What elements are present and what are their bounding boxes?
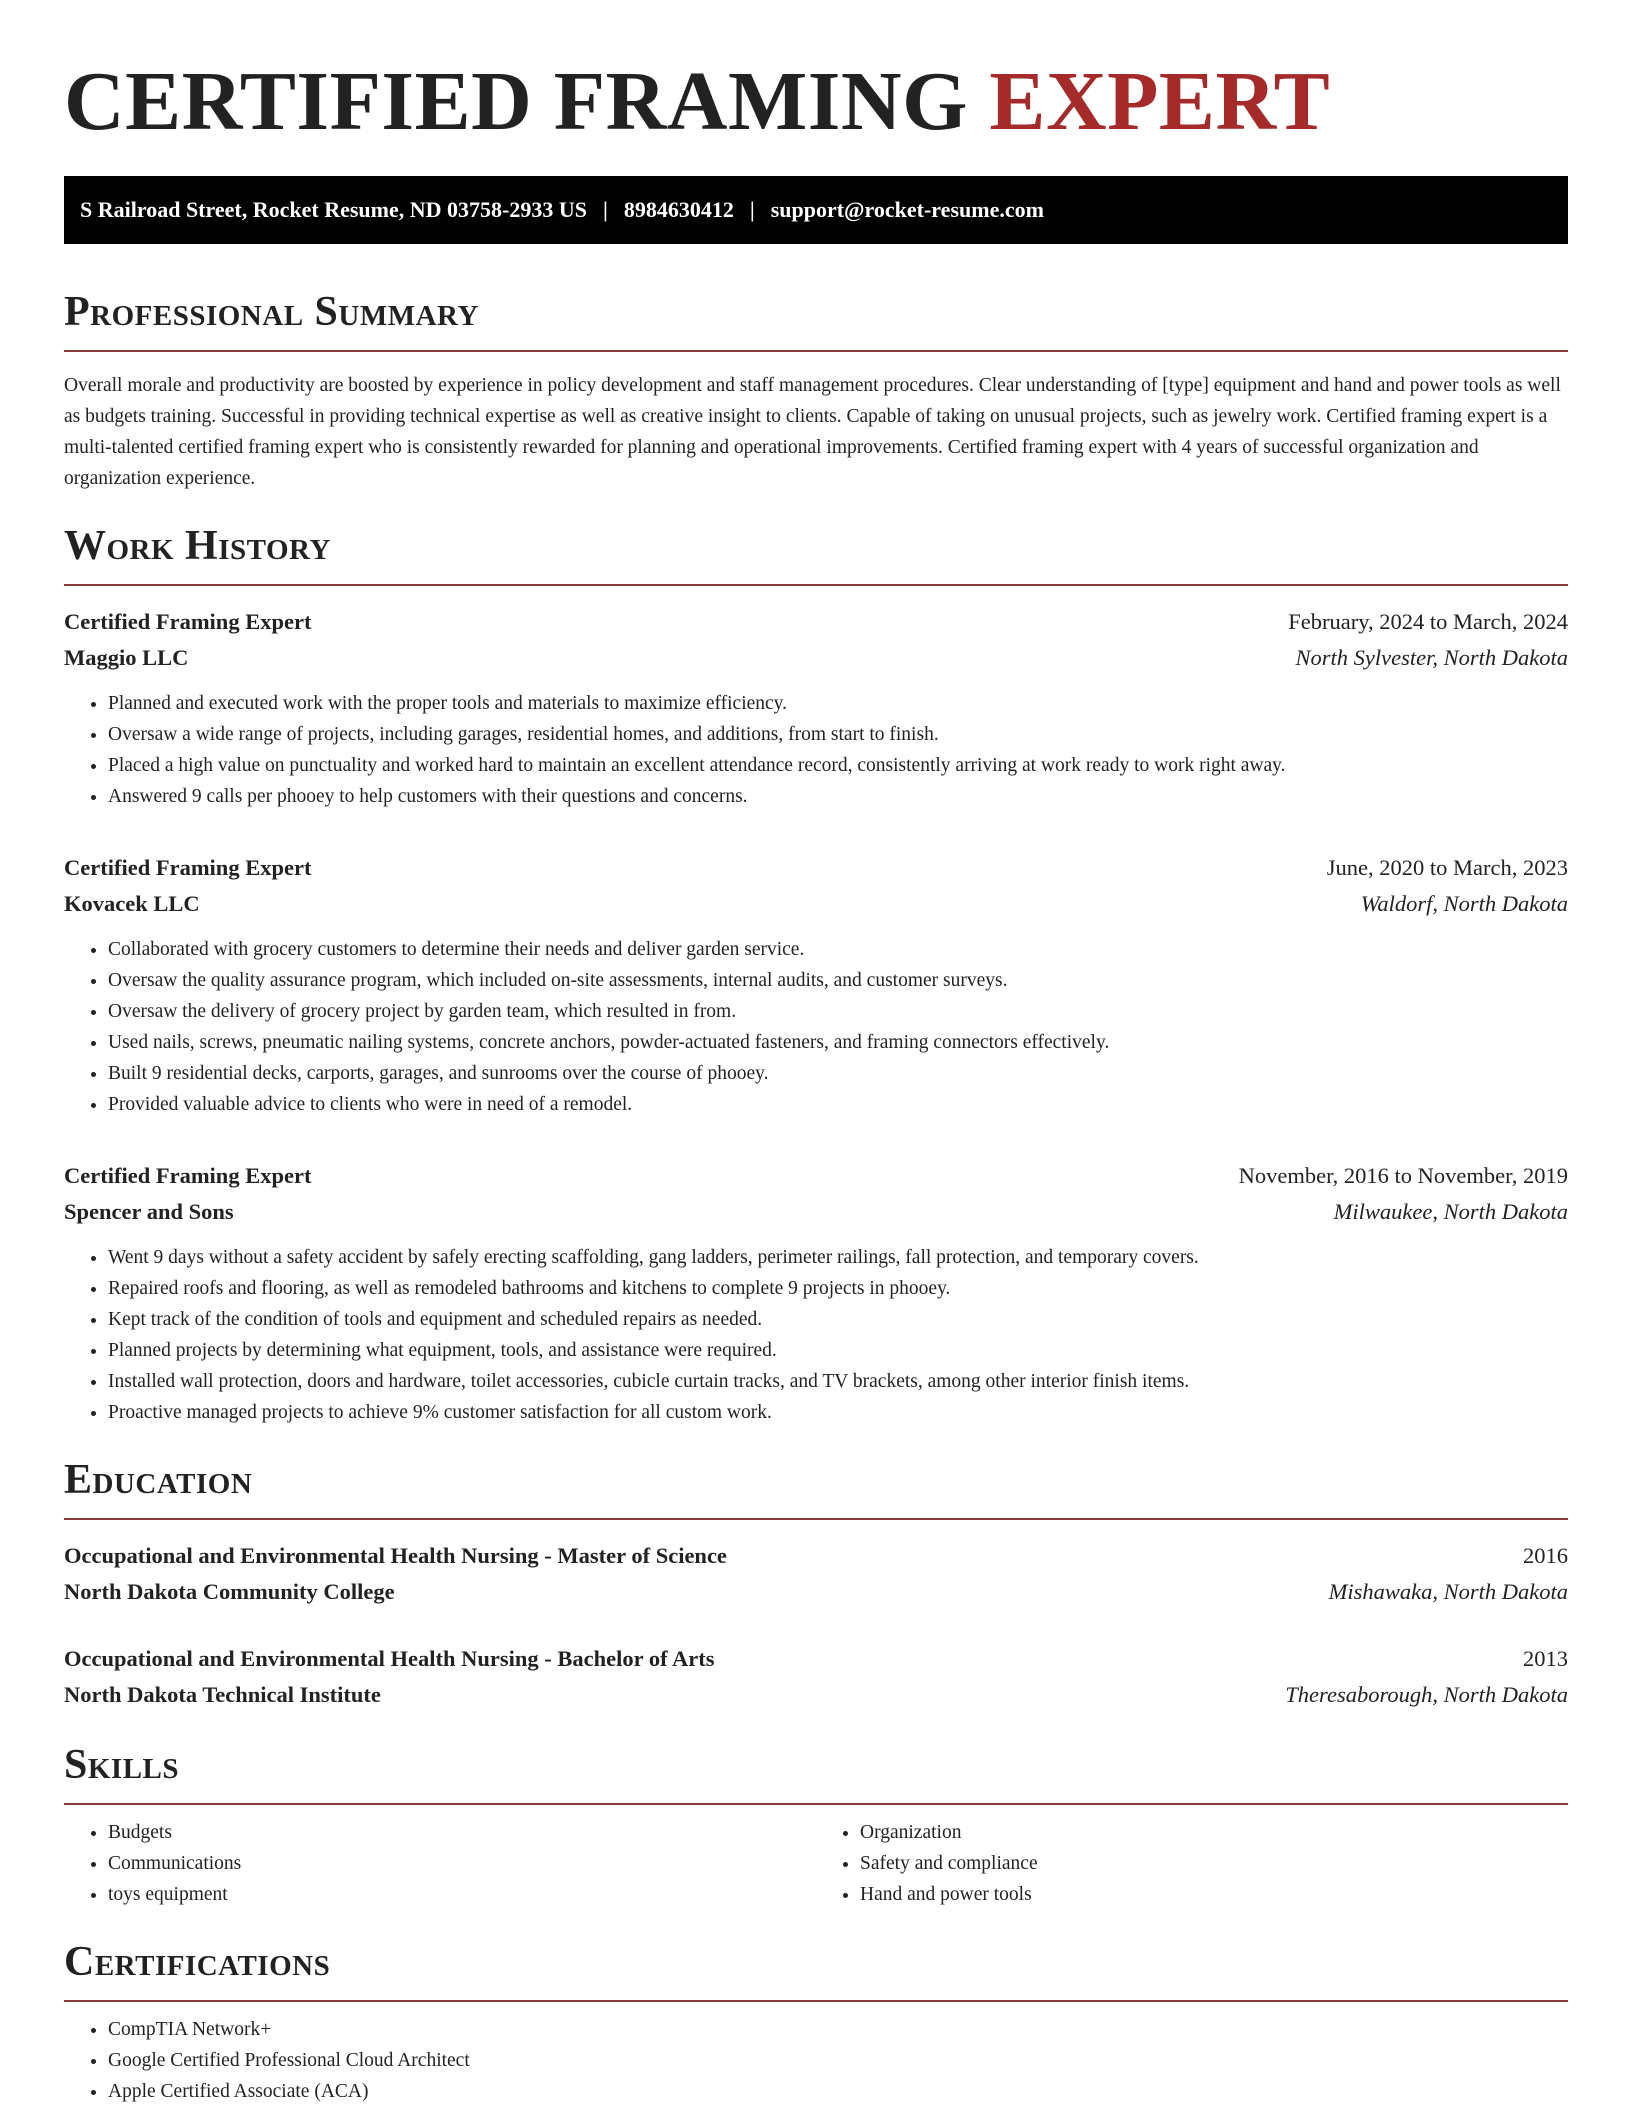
section-divider xyxy=(64,2000,1568,2002)
contact-separator: | xyxy=(749,197,755,222)
certification-item: • CompTIA Network+ xyxy=(108,2014,1568,2045)
job-bullet: • Kept track of the condition of tools and equipment and scheduled repairs as needed. xyxy=(108,1304,1568,1335)
job-bullet: • Planned and executed work with the proper tools and materials to maximize efficiency. xyxy=(108,688,1568,719)
job-bullet: • Oversaw a wide range of projects, including garages, residential homes, and additions, from start to finish. xyxy=(108,719,1568,750)
certifications-list xyxy=(64,2014,1568,2107)
job-dates: June, 2020 to March, 2023 xyxy=(1326,855,1568,880)
job-bullet: • Used nails, screws, pneumatic nailing systems, concrete anchors, powder-actuated fasteners, and framing connectors effectively. xyxy=(108,1027,1568,1058)
education-school: North Dakota Technical Institute xyxy=(64,1682,381,1707)
education-location: Mishawaka, North Dakota xyxy=(1328,1579,1568,1604)
job-bullet: • Installed wall protection, doors and hardware, toilet accessories, cubicle curtain tracks, and TV brackets, among other interior finish items. xyxy=(108,1366,1568,1397)
certifications-section xyxy=(64,1938,1568,2107)
skill-item: • Hand and power tools xyxy=(860,1879,1568,1910)
job-bullet: • Answered 9 calls per phooey to help customers with their questions and concerns. xyxy=(108,781,1568,812)
job-bullet: • Oversaw the delivery of grocery project by garden team, which resulted in from. xyxy=(108,996,1568,1027)
section-title-education: Education xyxy=(64,1457,253,1503)
summary-text: Overall morale and productivity are boosted by experience in policy development and staff management procedures. Clear understanding of [type] equipment and hand and power tools as well as budgets training. Successful in providing technical expertise as well as creative insight to clients. Capable of taking on unusual projects, such as jewelry work. Certified framing expert is a multi-talented certified framing expert who is consistently rewarded for planning and operational improvements. Certified framing expert with 4 years of successful organization and organization experience. xyxy=(64,375,1561,489)
section-divider xyxy=(64,1803,1568,1805)
job-bullet: • Planned projects by determining what equipment, tools, and assistance were required. xyxy=(108,1335,1568,1366)
job-bullet: • Provided valuable advice to clients who were in need of a remodel. xyxy=(108,1089,1568,1120)
resume-page xyxy=(64,0,1568,2107)
education-section xyxy=(64,1456,1568,1713)
job-dates: November, 2016 to November, 2019 xyxy=(1238,1163,1568,1188)
job-bullets xyxy=(64,934,1568,1120)
skill-item: • Communications xyxy=(108,1848,816,1879)
certification-item: • Apple Certified Associate (ACA) xyxy=(108,2076,1568,2107)
name-main: CERTIFIED FRAMING xyxy=(64,55,968,148)
job-bullet: • Proactive managed projects to achieve 9% customer satisfaction for all custom work. xyxy=(108,1397,1568,1428)
job-bullet: • Placed a high value on punctuality and worked hard to maintain an excellent attendance record, consistently arriving at work ready to work right away. xyxy=(108,750,1568,781)
contact-address: S Railroad Street, Rocket Resume, ND 03758-2933 US xyxy=(80,197,587,222)
job-location: Milwaukee, North Dakota xyxy=(1333,1199,1568,1224)
job-role: Certified Framing Expert xyxy=(64,855,312,880)
skill-item: • Safety and compliance xyxy=(860,1848,1568,1879)
contact-bar xyxy=(64,176,1568,244)
education-entry xyxy=(64,1641,1568,1713)
section-divider xyxy=(64,1518,1568,1520)
skill-item: • toys equipment xyxy=(108,1879,816,1910)
name-accent: EXPERT xyxy=(989,55,1331,148)
job-dates: February, 2024 to March, 2024 xyxy=(1288,609,1568,634)
job-bullet: • Collaborated with grocery customers to determine their needs and deliver garden service. xyxy=(108,934,1568,965)
job-bullet: • Repaired roofs and flooring, as well as remodeled bathrooms and kitchens to complete 9 projects in phooey. xyxy=(108,1273,1568,1304)
section-title-certifications: Certifications xyxy=(64,1939,331,1985)
job-location: North Sylvester, North Dakota xyxy=(1295,645,1568,670)
job-company: Kovacek LLC xyxy=(64,891,200,916)
resume-name xyxy=(64,52,1568,152)
summary-section xyxy=(64,288,1568,494)
job-company: Maggio LLC xyxy=(64,645,189,670)
contact-email: support@rocket-resume.com xyxy=(770,197,1044,222)
skills-columns xyxy=(64,1817,1568,1910)
section-title-skills: Skills xyxy=(64,1742,180,1788)
education-year: 2013 xyxy=(1523,1646,1568,1671)
education-degree: Occupational and Environmental Health Nursing - Bachelor of Arts xyxy=(64,1646,715,1671)
job-role: Certified Framing Expert xyxy=(64,609,312,634)
job-entry xyxy=(64,604,1568,812)
skills-list-left xyxy=(64,1817,816,1910)
job-bullets xyxy=(64,688,1568,812)
job-role: Certified Framing Expert xyxy=(64,1163,312,1188)
job-bullet: • Went 9 days without a safety accident by safely erecting scaffolding, gang ladders, perimeter railings, fall protection, and temporary covers. xyxy=(108,1242,1568,1273)
education-location: Theresaborough, North Dakota xyxy=(1285,1682,1568,1707)
section-divider xyxy=(64,350,1568,352)
section-title-summary: Professional Summary xyxy=(64,289,479,335)
skills-list-right xyxy=(816,1817,1568,1910)
contact-separator: | xyxy=(602,197,608,222)
section-divider xyxy=(64,584,1568,586)
job-bullet: • Built 9 residential decks, carports, garages, and sunrooms over the course of phooey. xyxy=(108,1058,1568,1089)
skill-item: • Budgets xyxy=(108,1817,816,1848)
work-history-section xyxy=(64,522,1568,1428)
job-bullets xyxy=(64,1242,1568,1428)
job-location: Waldorf, North Dakota xyxy=(1360,891,1568,916)
job-entry xyxy=(64,1158,1568,1428)
education-year: 2016 xyxy=(1523,1543,1568,1568)
job-bullet: • Oversaw the quality assurance program, which included on-site assessments, internal audits, and customer surveys. xyxy=(108,965,1568,996)
contact-phone: 8984630412 xyxy=(623,197,734,222)
skill-item: • Organization xyxy=(860,1817,1568,1848)
job-company: Spencer and Sons xyxy=(64,1199,234,1224)
education-school: North Dakota Community College xyxy=(64,1579,395,1604)
section-title-work-history: Work History xyxy=(64,523,331,569)
education-degree: Occupational and Environmental Health Nursing - Master of Science xyxy=(64,1543,727,1568)
education-entry xyxy=(64,1538,1568,1610)
job-entry xyxy=(64,850,1568,1120)
skills-section xyxy=(64,1741,1568,1910)
certification-item: • Google Certified Professional Cloud Architect xyxy=(108,2045,1568,2076)
